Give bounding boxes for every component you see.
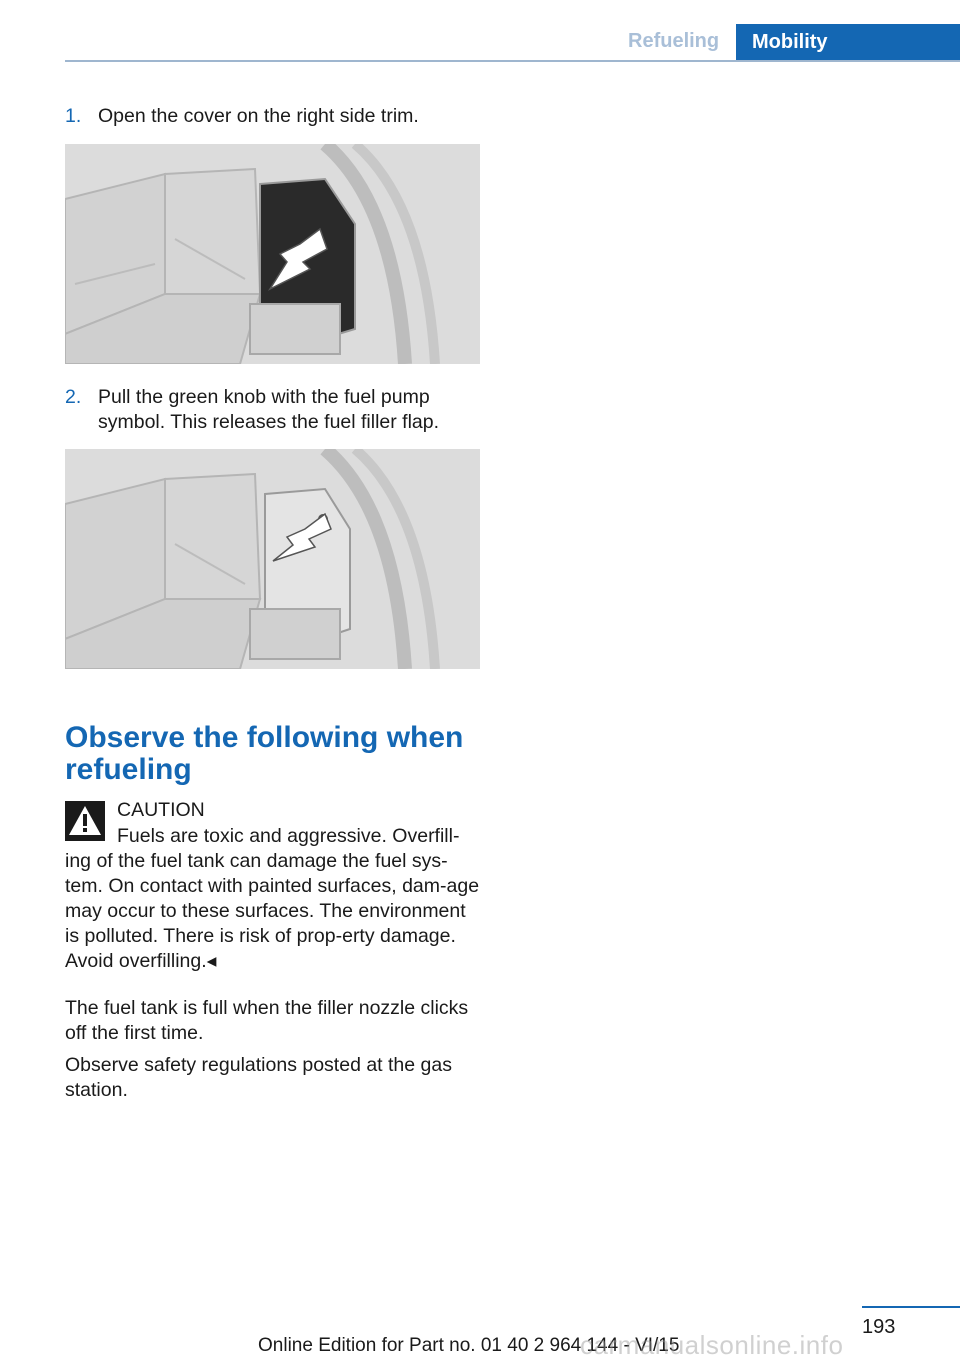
section-heading: Observe the following when refueling xyxy=(65,721,464,786)
footer-divider xyxy=(862,1306,960,1308)
trunk-cover-illustration xyxy=(65,144,480,364)
caution-first-line: Fuels are toxic and aggressive. Overfill- xyxy=(117,825,460,847)
watermark: carmanualsonline.info xyxy=(580,1330,844,1360)
step-number: 2. xyxy=(65,386,82,408)
header-chapter-tab: Mobility xyxy=(736,24,960,62)
paragraph-tank-full: The fuel tank is full when the filler nozzle clicks off the first time. xyxy=(65,997,469,1044)
caution-text xyxy=(65,824,483,974)
caution-rest: ing of the fuel tank can damage the fuel sys-tem. On contact with painted surfaces, dam-age may occur to these surfaces. The environment is polluted. There is risk of prop-erty damage. Avoid overfilling.◂ xyxy=(65,850,480,972)
step-text: Pull the green knob with the fuel pump symbol. This releases the fuel filler flap. xyxy=(98,386,440,433)
paragraph-safety: Observe safety regulations posted at the gas station. xyxy=(65,1054,452,1101)
header-section-title: Refueling xyxy=(628,30,720,52)
step-number: 1. xyxy=(65,105,82,127)
header-divider xyxy=(65,60,960,62)
edition-note: Online Edition for Part no. 01 40 2 964 144 - VI/15 xyxy=(258,1335,680,1356)
page-number: 193 xyxy=(862,1316,896,1338)
fuel-knob-illustration xyxy=(65,449,480,669)
step-text: Open the cover on the right side trim. xyxy=(98,105,419,127)
caution-label: CAUTION xyxy=(117,799,205,821)
